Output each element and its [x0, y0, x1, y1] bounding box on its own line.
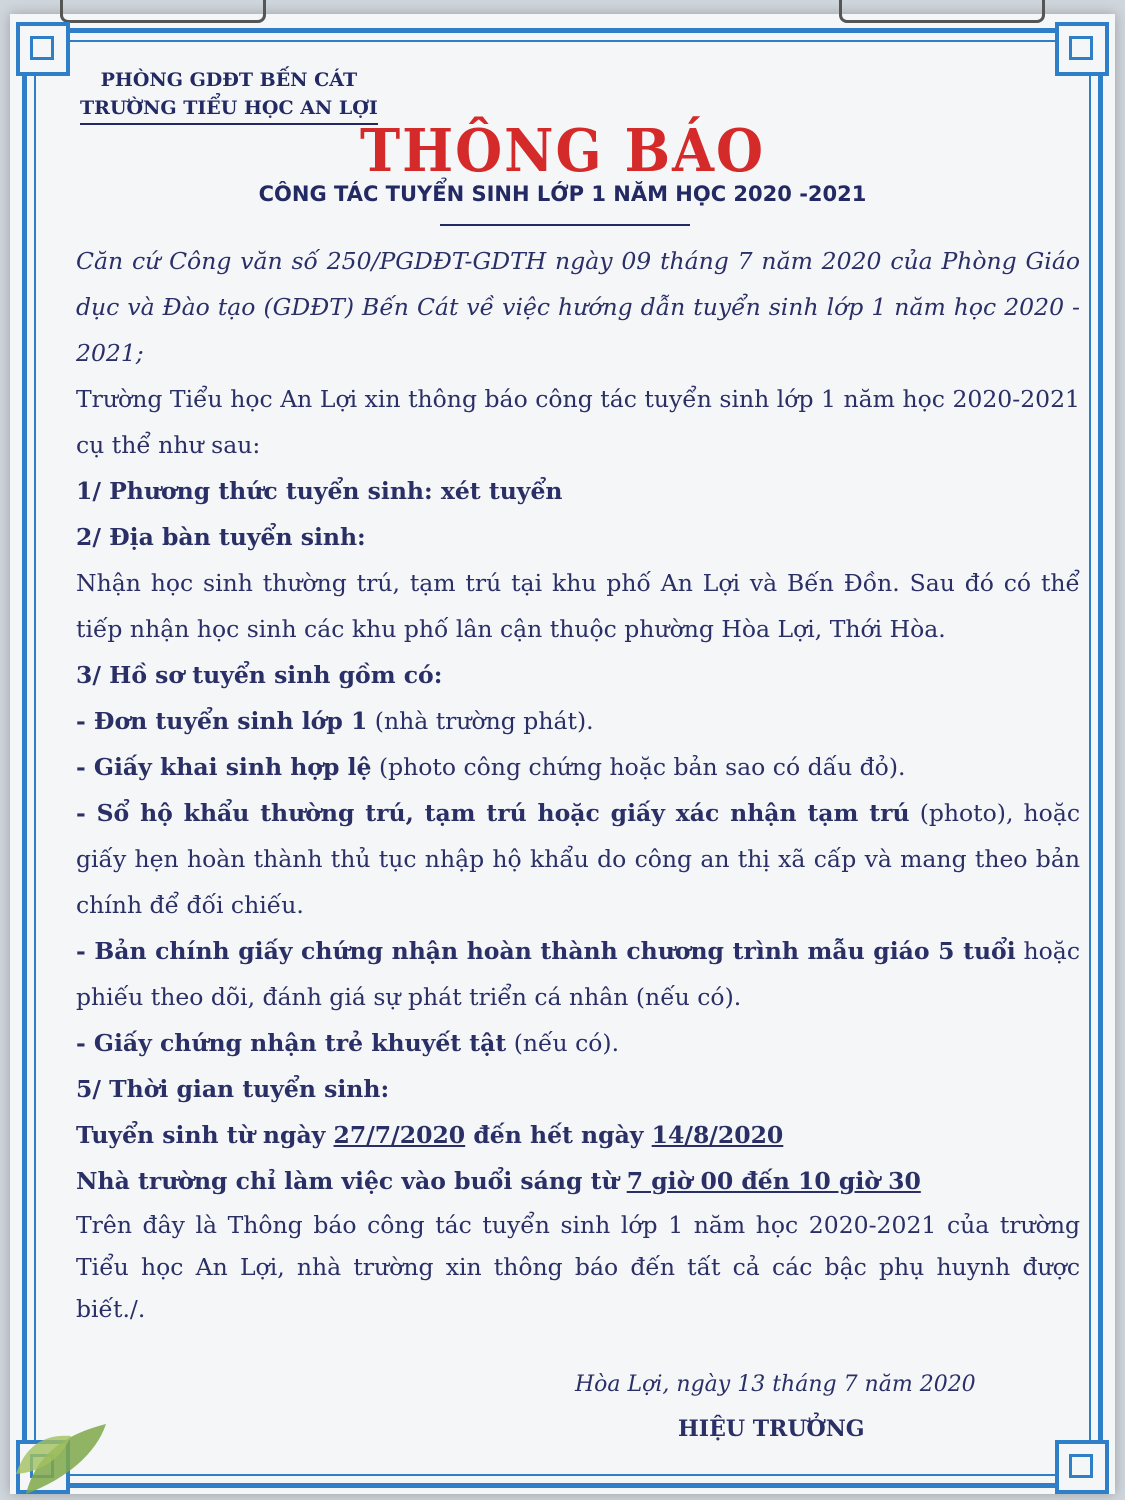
section-1-heading: 1/ Phương thức tuyển sinh: xét tuyển — [76, 477, 563, 505]
notice-title: THÔNG BÁO — [359, 114, 766, 186]
document-item-rest: hoặc phiếu theo dõi, đánh giá sự phát triển cá nhân (nếu có). — [76, 937, 1080, 1011]
hours-prefix: Nhà trường chỉ làm việc vào buổi sáng từ — [76, 1167, 627, 1195]
plant-leaf-icon — [16, 1364, 136, 1494]
document-item — [50, 698, 1080, 744]
document-item-rest: (nhà trường phát). — [367, 707, 594, 735]
document-item — [50, 790, 1080, 928]
hours-range: 7 giờ 00 đến 10 giờ 30 — [626, 1167, 921, 1195]
enrollment-period — [50, 1112, 1080, 1158]
section-2-heading: 2/ Địa bàn tuyển sinh: — [76, 523, 366, 551]
signature-role: HIỆU TRƯỞNG — [678, 1416, 865, 1442]
notice-subtitle: CÔNG TÁC TUYỂN SINH LỚP 1 NĂM HỌC 2020 -2021 — [258, 182, 867, 206]
section-2-text: Nhận học sinh thường trú, tạm trú tại khu phố An Lợi và Bến Đồn. Sau đó có thể tiếp nhận học sinh các khu phố lân cận thuộc phường Hòa Lợi, Thới Hòa. — [76, 569, 1080, 643]
notice-banner — [10, 14, 1115, 1494]
org-department: PHÒNG GDĐT BẾN CÁT — [100, 69, 358, 91]
announcement-intro: Trường Tiểu học An Lợi xin thông báo công tác tuyển sinh lớp 1 năm học 2020-2021 cụ thể như sau: — [76, 385, 1080, 459]
document-item-rest: (photo), hoặc giấy hẹn hoàn thành thủ tục nhập hộ khẩu do công an thị xã cấp và mang theo bản chính để đối chiếu. — [76, 799, 1080, 919]
period-mid: đến hết ngày — [465, 1121, 652, 1149]
period-prefix: Tuyển sinh từ ngày — [76, 1121, 334, 1149]
end-date: 14/8/2020 — [651, 1121, 784, 1149]
document-item — [50, 744, 1080, 790]
document-item — [50, 928, 1080, 1020]
org-school: TRƯỜNG TIỂU HỌC AN LỢI — [80, 94, 378, 125]
working-hours — [50, 1158, 1080, 1204]
document-item-rest: (nếu có). — [506, 1029, 620, 1057]
document-item-bold: - Sổ hộ khẩu thường trú, tạm trú hoặc giấy xác nhận tạm trú — [76, 799, 910, 827]
start-date: 27/7/2020 — [333, 1121, 466, 1149]
document-item-bold: - Giấy chứng nhận trẻ khuyết tật — [76, 1029, 507, 1057]
section-3-heading: 3/ Hồ sơ tuyển sinh gồm có: — [76, 661, 443, 689]
document-item-rest: (photo công chứng hoặc bản sao có dấu đỏ). — [371, 753, 906, 781]
document-item-bold: - Đơn tuyển sinh lớp 1 — [76, 707, 368, 735]
signature-place-date: Hòa Lợi, ngày 13 tháng 7 năm 2020 — [575, 1372, 976, 1397]
notice-content — [10, 14, 1115, 1494]
document-item — [50, 1020, 1080, 1066]
subtitle-divider — [440, 224, 690, 226]
document-item-bold: - Giấy khai sinh hợp lệ — [76, 753, 372, 781]
legal-basis: Căn cứ Công văn số 250/PGDĐT-GDTH ngày 09 tháng 7 năm 2020 của Phòng Giáo dục và Đào tạo (GDĐT) Bến Cát về việc hướng dẫn tuyển sinh lớp 1 năm học 2020 - 2021; — [76, 247, 1080, 367]
document-item-bold: - Bản chính giấy chứng nhận hoàn thành chương trình mẫu giáo 5 tuổi — [76, 937, 1016, 965]
closing-text: Trên đây là Thông báo công tác tuyển sinh lớp 1 năm học 2020-2021 của trường Tiểu học An Lợi, nhà trường xin thông báo đến tất cả các bậc phụ huynh được biết./. — [76, 1211, 1080, 1323]
notice-body — [50, 238, 1080, 1330]
section-5-heading: 5/ Thời gian tuyển sinh: — [76, 1075, 390, 1103]
